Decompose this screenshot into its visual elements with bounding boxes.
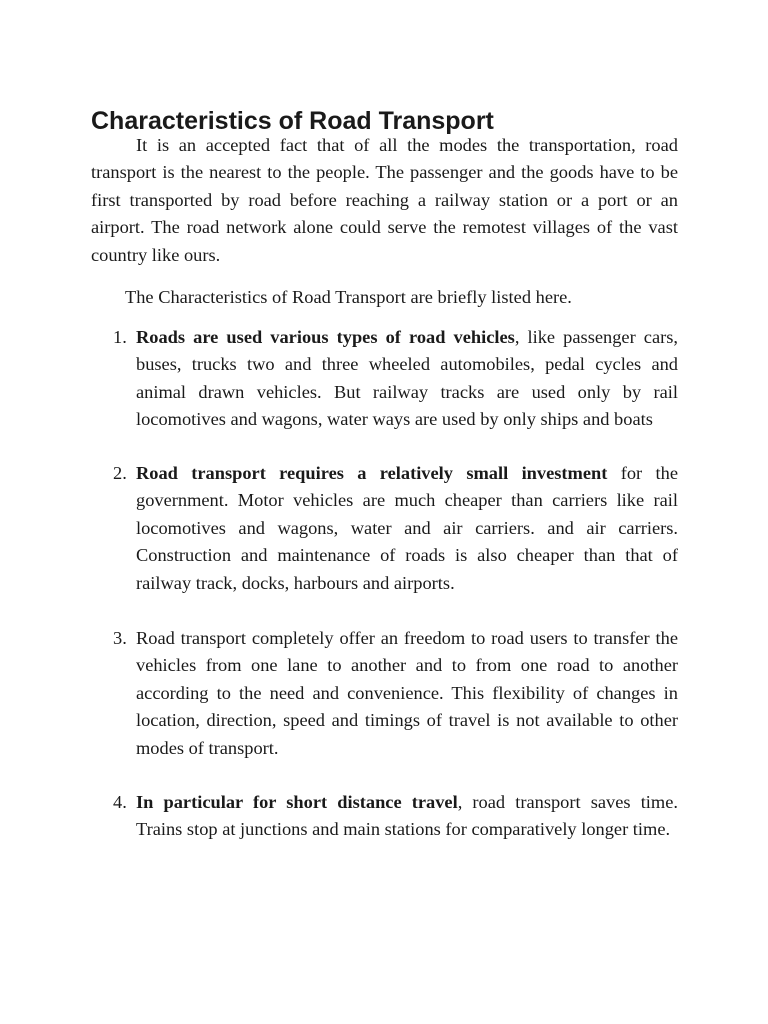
list-item-number: 2. <box>113 463 127 483</box>
list-item-number: 1. <box>113 327 127 347</box>
list-item-bold-lead: Roads are used various types of road vehicles <box>136 327 515 347</box>
lead-sentence: The Characteristics of Road Transport are briefly listed here. <box>125 287 572 307</box>
list-item <box>113 324 678 434</box>
list-item-bold-lead: In particular for short distance travel <box>136 792 458 812</box>
list-item-text: for the government. Motor vehicles are much cheaper than carriers like rail locomotives and wagons, water and air carriers. and air carriers. Construction and maintenance of roads is also cheaper than that of railway track, docks, harbours and airports. <box>136 463 678 593</box>
intro-paragraph: It is an accepted fact that of all the modes the transportation, road transport is the nearest to the people. The passenger and the goods have to be first transported by road before reaching a railway station or a port or an airport. The road network alone could serve the remotest villages of the vast country like ours. <box>91 135 678 265</box>
page-title: Characteristics of Road Transport <box>91 107 494 135</box>
list-item-bold-lead: Road transport requires a relatively small investment <box>136 463 608 483</box>
list-item-text: Road transport completely offer an freedom to road users to transfer the vehicles from one lane to another and to from one road to another according to the need and convenience. This flexibility of changes in location, direction, speed and timings of travel is not available to other modes of transport. <box>136 628 678 758</box>
list-item-number: 4. <box>113 792 127 812</box>
list-item <box>113 460 678 597</box>
list-item-text: , like passenger cars, buses, trucks two and three wheeled automobiles, pedal cycles and animal drawn vehicles. But railway tracks are used only by rail locomotives and wagons, water ways are used by only ships and boats <box>136 327 678 430</box>
list-item-number: 3. <box>113 628 127 648</box>
list-item <box>113 789 678 844</box>
list-item-text: , road transport saves time. Trains stop at junctions and main stations for comparatively longer time. <box>136 792 678 840</box>
list-item <box>113 625 678 762</box>
